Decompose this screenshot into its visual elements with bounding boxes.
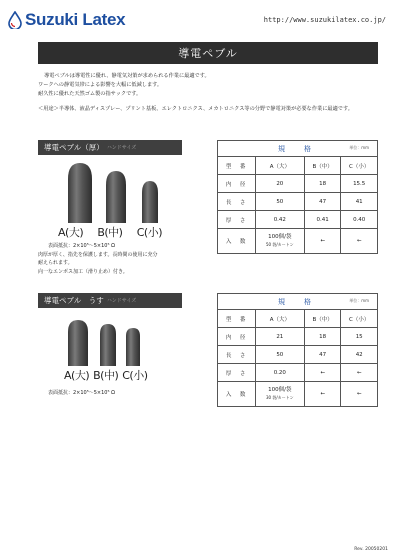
logo-text: Suzuki Latex (25, 10, 126, 29)
table-row: 入 数 100個/袋 30 袋/カートン ← ← (218, 382, 378, 407)
spec-table-title: 規 格 単位：mm (218, 294, 378, 310)
header-b: B（中） (304, 157, 340, 175)
size-labels-thick (38, 223, 182, 240)
drop-logo-icon (8, 11, 22, 29)
section-thin-title: 導電ペブル うす (44, 296, 104, 305)
unit-label: 単位：mm (349, 145, 369, 150)
section-thick-title: 導電ペブル（厚） (44, 143, 104, 152)
header-c: C（小） (341, 310, 378, 328)
resistance-note: 表面抵抗：2×10⁵〜5×10⁵ Ω (48, 243, 115, 249)
size-label-b: B(中) (97, 226, 123, 239)
size-label-a: A(大) (64, 369, 90, 382)
revision-label: Rev. 20050201 (354, 547, 388, 552)
table-row: 厚 さ 0.42 0.41 0.40 (218, 211, 378, 229)
finger-cots-thin-image (38, 318, 182, 366)
header-a: A（大） (255, 157, 304, 175)
note-line: 向一なエンボス加工（滑り止め）付き。 (38, 268, 128, 275)
intro-line-4: ＜用途＞半導体、液晶ディスプレー、プリント基板、エレクトロニクス、メカトロニクス等の分野で静電対策が必要な作業に最適です。 (38, 106, 353, 112)
spec-table-thin (217, 293, 378, 407)
section-thin (38, 293, 182, 398)
section-thin-notes (38, 389, 182, 398)
size-label-b: B(中) (93, 369, 119, 382)
unit-label: 単位：mm (349, 298, 369, 303)
header-a: A（大） (255, 310, 304, 328)
section-thick-subtitle: ハンドサイズ (106, 145, 137, 151)
page-title: 導電ペブル (38, 42, 378, 64)
size-label-c: C(小) (136, 226, 162, 239)
intro-line-2: ワークへの静電気帯による影響を大幅に低減します。 (38, 82, 163, 88)
note-line: 肉厚が厚く、指先を保護します。長時間の使用に充分 (38, 251, 158, 258)
table-row: 厚 さ 0.20 ← ← (218, 364, 378, 382)
intro-line-3: 耐久性に優れた天然ゴム製の指サックです。 (38, 91, 142, 97)
size-label-c: C(小) (122, 369, 148, 382)
table-row: 入 数 100個/袋 50 袋/カートン ← ← (218, 229, 378, 254)
spec-table-title: 規 格 単位：mm (218, 141, 378, 157)
section-thick-notes (38, 242, 182, 276)
section-thin-subtitle: ハンドサイズ (106, 298, 137, 304)
size-label-a: A(大) (58, 226, 84, 239)
intro-text (38, 72, 378, 114)
table-row: 長 さ 50 47 42 (218, 346, 378, 364)
table-row: 内 径 20 18 15.5 (218, 175, 378, 193)
section-thick-header (38, 140, 182, 155)
table-row: 内 径 21 18 15 (218, 328, 378, 346)
resistance-note: 表面抵抗：2×10⁵〜5×10⁵ Ω (48, 390, 115, 396)
header-model: 型 番 (218, 310, 256, 328)
header-c: C（小） (341, 157, 378, 175)
brand-logo (8, 10, 125, 30)
size-labels-thin (38, 366, 182, 383)
table-row: 長 さ 50 47 41 (218, 193, 378, 211)
header-model: 型 番 (218, 157, 256, 175)
section-thick (38, 140, 182, 276)
intro-line-1: 導電ペブルは導電性に優れ、静電気対策が求められる作業に最適です。 (44, 73, 210, 79)
website-url: http://www.suzukilatex.co.jp/ (263, 16, 386, 24)
finger-cots-thick-image (38, 161, 182, 223)
note-line: 耐えられます。 (38, 260, 73, 266)
spec-table-thick (217, 140, 378, 254)
header-b: B（中） (304, 310, 340, 328)
section-thin-header (38, 293, 182, 308)
